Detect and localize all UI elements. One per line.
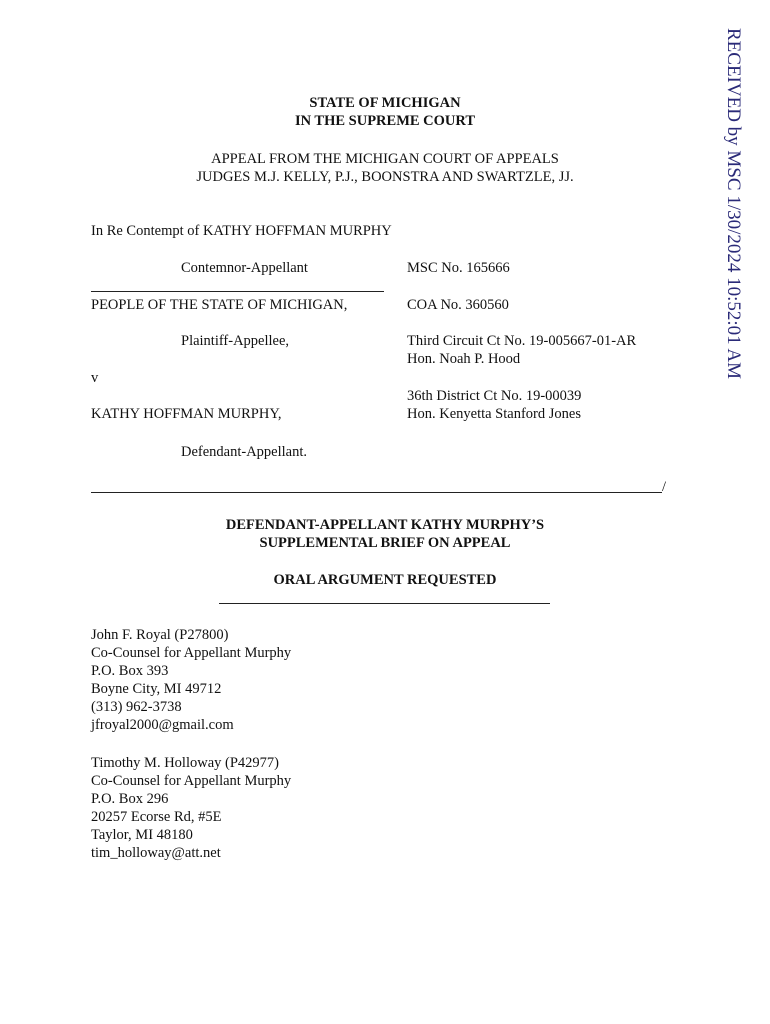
- msc-number: MSC No. 165666: [407, 260, 510, 276]
- appeal-from: APPEAL FROM THE MICHIGAN COURT OF APPEALS: [211, 151, 559, 167]
- oral-argument: ORAL ARGUMENT REQUESTED: [273, 572, 497, 588]
- counsel-city: Taylor, MI 48180: [91, 827, 193, 843]
- contemnor-role: Contemnor-Appellant: [181, 260, 308, 276]
- people-party: PEOPLE OF THE STATE OF MICHIGAN,: [91, 297, 348, 313]
- counsel-phone: (313) 962-3738: [91, 699, 182, 715]
- counsel-block-2: [91, 754, 291, 862]
- counsel-address: P.O. Box 296: [91, 791, 169, 807]
- district-number: 36th District Ct No. 19-00039: [407, 388, 582, 404]
- defendant-role: Defendant-Appellant.: [181, 444, 308, 460]
- counsel-role: Co-Counsel for Appellant Murphy: [91, 645, 292, 661]
- court-state: STATE OF MICHIGAN: [309, 95, 461, 111]
- counsel-city: Boyne City, MI 49712: [91, 681, 222, 697]
- versus: v: [91, 370, 99, 386]
- counsel-name: John F. Royal (P27800): [91, 627, 229, 643]
- counsel-address: P.O. Box 393: [91, 663, 169, 679]
- circuit-judge: Hon. Noah P. Hood: [407, 351, 521, 367]
- court-name: IN THE SUPREME COURT: [294, 113, 476, 129]
- caption-end-rule: [91, 492, 662, 493]
- caption-end-mark: /: [662, 479, 667, 495]
- plaintiff-role: Plaintiff-Appellee,: [181, 333, 290, 349]
- counsel-role: Co-Counsel for Appellant Murphy: [91, 773, 292, 789]
- counsel-email: jfroyal2000@gmail.com: [91, 717, 234, 733]
- coa-number: COA No. 360560: [407, 297, 509, 313]
- appeal-judges: JUDGES M.J. KELLY, P.J., BOONSTRA AND SWARTZLE, JJ.: [196, 169, 574, 185]
- district-judge: Hon. Kenyetta Stanford Jones: [407, 406, 581, 422]
- brief-title: DEFENDANT-APPELLANT KATHY MURPHY’S: [225, 517, 545, 533]
- counsel-email: tim_holloway@att.net: [91, 845, 221, 861]
- circuit-number: Third Circuit Ct No. 19-005667-01-AR: [407, 333, 637, 349]
- title-rule: [219, 603, 550, 604]
- caption-divider: [91, 291, 384, 292]
- brief-subtitle: SUPPLEMENTAL BRIEF ON APPEAL: [259, 535, 511, 551]
- counsel-name: Timothy M. Holloway (P42977): [91, 755, 279, 771]
- defendant-party: KATHY HOFFMAN MURPHY,: [91, 406, 282, 422]
- in-re-line: In Re Contempt of KATHY HOFFMAN MURPHY: [91, 223, 392, 239]
- counsel-street: 20257 Ecorse Rd, #5E: [91, 809, 222, 825]
- counsel-block-1: [91, 626, 291, 734]
- received-stamp: RECEIVED by MSC 1/30/2024 10:52:01 AM: [723, 28, 744, 379]
